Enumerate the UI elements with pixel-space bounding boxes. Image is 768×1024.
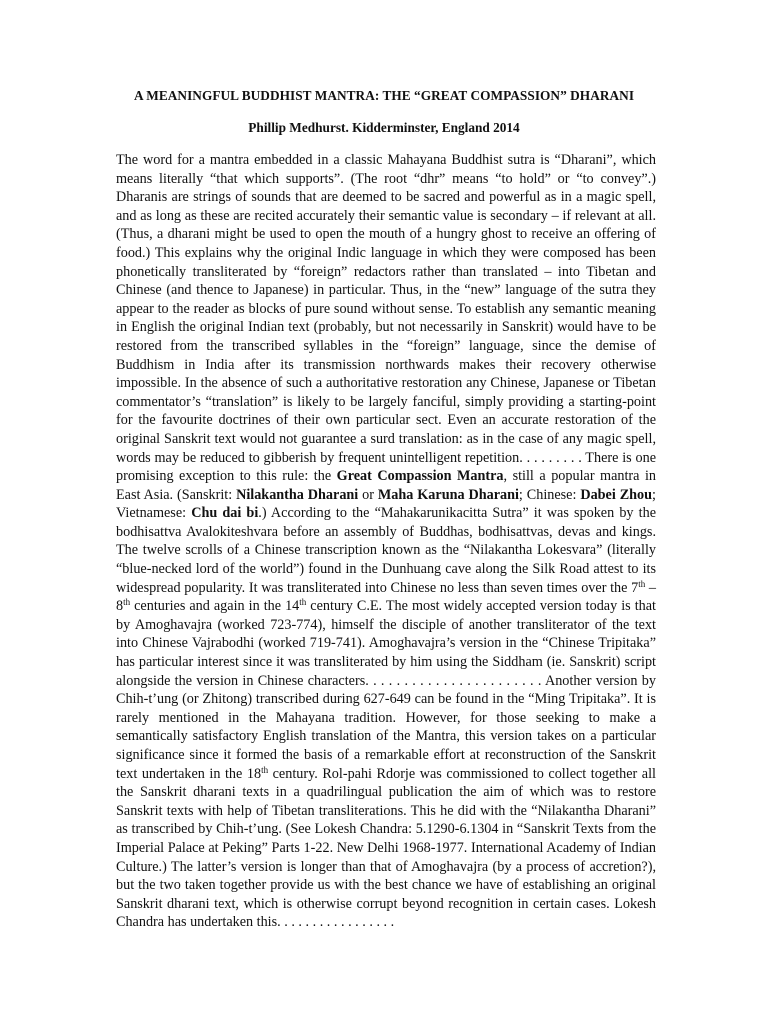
text-run: , still a popular mantra in East Asia. (Sanskrit: (116, 468, 657, 503)
bold-term-maha-karuna-dharani: Maha Karuna Dharani (377, 486, 519, 503)
text-run: century. Rol-pahi Rdorje was commissioned to collect together all the Sanskrit dharani texts in a quadrilingual publication the aim of which was to restore Sanskrit texts with help of Tibetan transliterations. This he did with the “Nilakantha Dharani” as transcribed by Chih-t’ung. (See Lokesh Chandra: 5.1290-6.1304 in “Sanskrit Texts from the Imperial Palace at Peking” Parts 1-22. New Delhi 1968-1977. International Academy of Indian Culture.) The latter’s version is longer than that of Amoghavajra (by a process of accretion?), but the two taken together provide us with the best chance we have of establishing an original Sanskrit dharani text, which is otherwise corrupt beyond recognition in certain cases. Lokesh Chandra has undertaken this. . . . . . . . . . . . . . . . . (116, 765, 656, 931)
superscript: th (123, 597, 131, 608)
bold-term-dabei-zhou: Dabei Zhou (580, 486, 653, 503)
bold-term-great-compassion-mantra: Great Compassion Mantra (336, 468, 504, 485)
superscript: th (261, 764, 269, 775)
text-run: .) According to the “Mahakarunikacitta Sutra” it was spoken by the bodhisattva Avalokiteshvara before an assembly of Buddhas, bodhisattvas, devas and kings. The twelve scrolls of a Chinese transcription known as the “Nilakantha Lokesvara” (literally “blue-necked lord of the world”) found in the Dunhuang cave along the Silk Road attest to its widespread popularity. It was transliterated into Chinese no less than seven times over the 7 (116, 505, 656, 596)
text-run: – 8 (116, 579, 657, 615)
text-run: ; Vietnamese: (116, 486, 656, 522)
text-run: centuries and again in the 14 (130, 598, 300, 615)
text-run: century C.E. The most widely accepted version today is that by Amoghavajra (worked 723-774), himself the disciple of another transliterator of the text into Chinese Vajrabodhi (worked 719-741). Amoghavajra’s version in the “Chinese Tripitaka” has particular interest since it was transliterated by him using the Siddham (ie. Sanskrit) script alongside the version in Chinese characters. . . . . . . . . . . . . . . . . . . . . . . Another version by Chih-t’ung (or Zhitong) transcribed during 627-649 can be found in the “Ming Tripitaka”. It is rarely mentioned in the Mahayana tradition. However, for those seeking to make a semantically satisfactory English translation of the Mantra, this version takes on a particular significance since it formed the basis of a remarkable effort at reconstruction of the Sanskrit text undertaken in the 18 (116, 598, 656, 782)
text-run: The word for a mantra embedded in a classic Mahayana Buddhist sutra is “Dharani”, which means literally “that which supports”. (The root “dhr” means “to hold” or “to convey”.) Dharanis are strings of sounds that are deemed to be sacred and powerful as in a magic spell, and as long as these are recited accurately their semantic value is secondary – if relevant at all. (Thus, a dharani might be used to open the mouth of a hungry ghost to receive an offering of food.) This explains why the original Indic language in which they were composed has been phonetically transliterated by “foreign” redactors rather than translated – into Tibetan and Chinese (and thence to Japanese) in particular. Thus, in the “new” language of the sutra they appear to the reader as blocks of pure sound without sense. To establish any semantic meaning in English the original Indian text (probably, but not necessarily in Sanskrit) would have to be restored from the transcribed syllables in the “foreign” language, since the demise of Buddhism in India after its transmission northwards makes their recovery otherwise impossible. In the absence of such a authoritative restoration any Chinese, Japanese or Tibetan commentator’s “translation” is likely to be largely fanciful, simply providing a starting-point for the favourite doctrines of their own particular sect. Even an accurate restoration of the original Sanskrit text would not guarantee a surd translation: as in the case of any magic spell, words may be reduced to gibberish by frequent unintelligent repetition. . . . . . . . . There is one promising exception to this rule: the (116, 152, 656, 485)
author-line: Phillip Medhurst. Kidderminster, England 2014 (248, 120, 520, 135)
superscript: th (638, 578, 646, 589)
body-paragraph (116, 151, 656, 932)
text-run: ; Chinese: (518, 486, 581, 503)
document-title: A MEANINGFUL BUDDHIST MANTRA: THE “GREAT COMPASSION” DHARANI (133, 88, 635, 103)
bold-term-chu-dai-bi: Chu dai bi (191, 505, 259, 522)
bold-term-nilakantha-dharani: Nilakantha Dharani (236, 486, 359, 503)
superscript: th (299, 597, 307, 608)
text-run: or (358, 486, 378, 503)
